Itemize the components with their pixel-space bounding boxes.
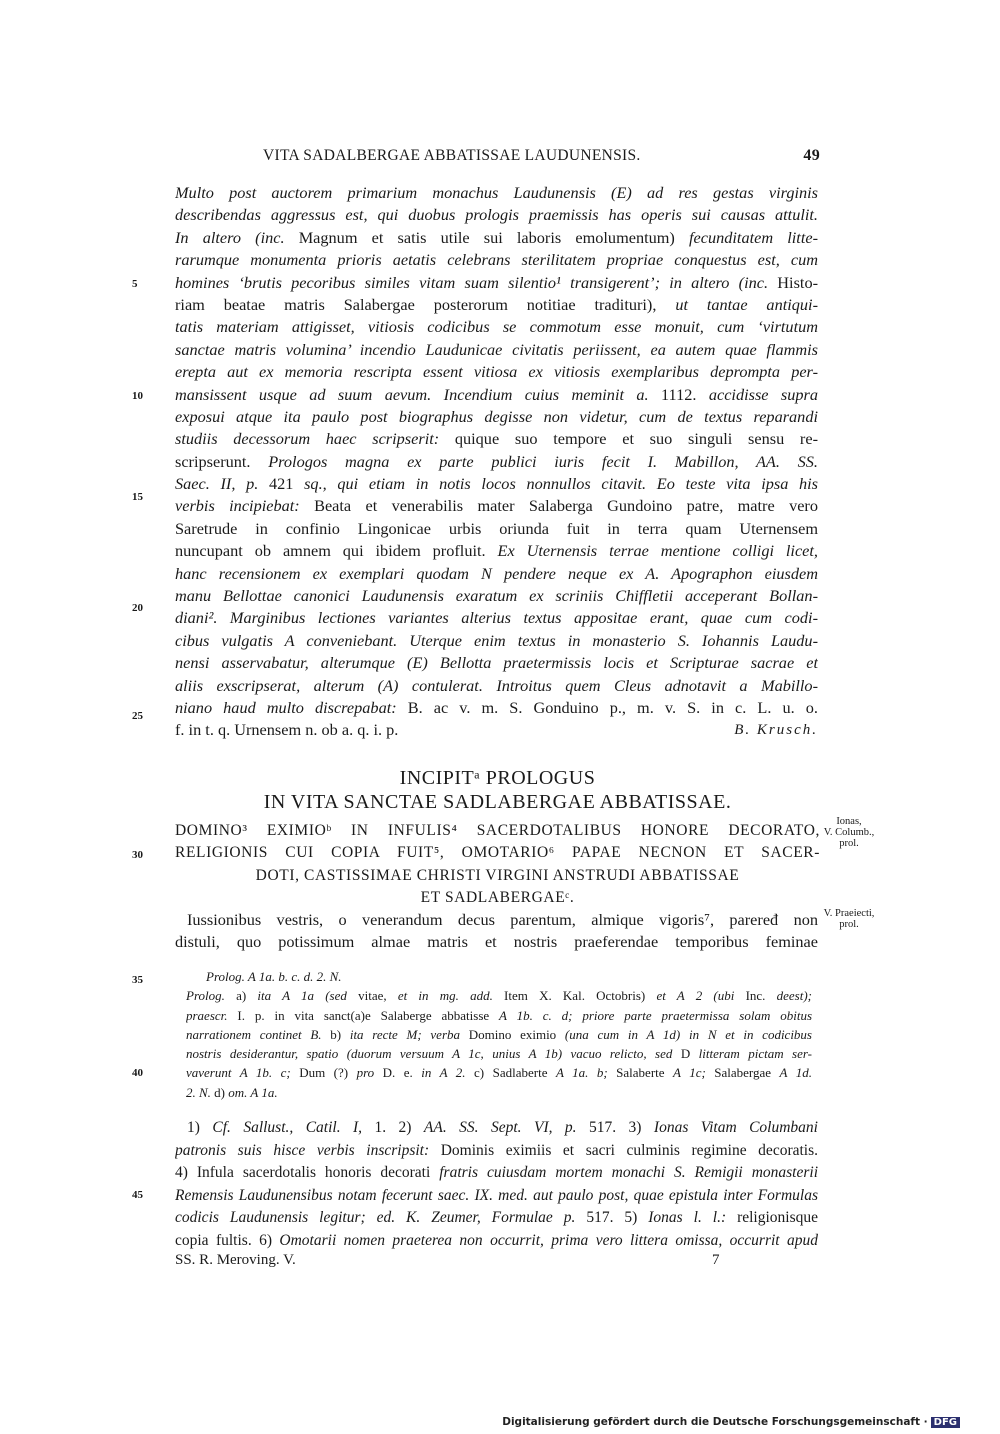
- text-run: hanc recensionem ex exemplari quodam N pendere neque ex A. Apographon eiusdem: [175, 563, 818, 583]
- text-line: [186, 986, 812, 1005]
- text-run: Domino eximio: [468, 1026, 565, 1042]
- digitization-credit: Digitalisierung gefördert durch die Deutsche Forschungsgemeinschaft · DFG: [502, 1416, 960, 1428]
- text-run: Prolog.: [186, 988, 237, 1004]
- text-line: [175, 294, 818, 316]
- text-run: manu Bellottae canonici Laudunensis exaratum ex scriniis Chiffletii acceperant Bollan-: [175, 586, 818, 606]
- text-run: et in mg. add.: [397, 988, 505, 1004]
- text-line: [175, 1230, 818, 1253]
- text-run: Prolog. A 1a. b. c. d. 2. N.: [206, 969, 342, 984]
- text-run: mansissent usque ad suum aevum. Incendium cuius meminit a.: [175, 384, 661, 404]
- margin-reference-ionas: Ionas, V. Columb., prol.: [823, 816, 875, 849]
- text-run: ut tantae antiqui-: [675, 294, 818, 314]
- prologue-line: distuli, quo potissimum almae matris et nostris praeferendae temporibus feminae: [175, 932, 818, 952]
- series-signature: SS. R. Meroving. V.: [175, 1252, 296, 1268]
- text-run: Ex Uternensis terrae mentione colligi licet,: [497, 541, 818, 561]
- margin-reference-praeiecti: V. Praeiecti, prol.: [823, 908, 875, 930]
- text-run: et A 2 (ubi: [656, 988, 746, 1004]
- text-line: [175, 675, 818, 697]
- text-line: [175, 697, 818, 719]
- text-run: 1. 2): [374, 1119, 424, 1136]
- text-line: [175, 518, 818, 540]
- text-run: describendas aggressus est, qui duobus prologis praemissis has operis sui causas attulit.: [175, 205, 818, 225]
- text-run: Dominis eximiis et sacri culminis regimine decoratis.: [440, 1141, 818, 1159]
- text-run: A 1c;: [673, 1065, 715, 1081]
- line-number: 10: [132, 390, 143, 402]
- text-run: copia fultis. 6): [175, 1231, 280, 1249]
- text-line: [175, 563, 818, 585]
- text-run: vitae,: [358, 988, 398, 1004]
- text-run: a): [236, 988, 258, 1004]
- prologue-text: [175, 909, 818, 954]
- footnotes: [175, 1117, 818, 1252]
- text-run: Cf. Sallust., Catil. I,: [212, 1119, 375, 1136]
- text-run: Omotarii nomen praeterea non occurrit, prima vero littera omissa, occurrit apud: [279, 1231, 818, 1249]
- text-run: c) Sadlaberte: [474, 1065, 556, 1081]
- text-line: [175, 1185, 818, 1208]
- text-run: erepta aut ex memoria rescripta essent vitiosa ex vitiosis exemplaribus deprompta per-: [175, 362, 818, 382]
- text-run: tatis materiam attigisset, vitiosis codicibus se commotum esse monuit, cum ‘virtutum: [175, 317, 818, 337]
- text-line: [175, 1207, 818, 1230]
- text-line: [175, 249, 818, 271]
- text-line: [175, 339, 818, 361]
- running-title: VITA SADALBERGAE ABBATISSAE LAUDUNENSIS.: [263, 147, 641, 164]
- text-run: 421: [268, 474, 305, 494]
- text-run: 517. 3): [588, 1119, 654, 1136]
- text-run: D. e.: [382, 1065, 422, 1081]
- text-run: niano haud multo discrepabat:: [175, 697, 408, 717]
- text-run: f. in t. q. Urnensem n. ob a. q. i. p.: [175, 720, 399, 740]
- text-run: patronis suis hisce verbis inscripsit:: [175, 1141, 441, 1159]
- text-run: In altero (inc.: [175, 227, 299, 247]
- prologue-line: Iussionibus vestris, o venerandum decus parentum, almique vigoris⁷, pareređ non: [187, 910, 818, 929]
- text-run: sq., qui etiam in notis locos nonnullos citavit. Eo teste vita ipsa his: [304, 474, 818, 494]
- text-run: Multo post auctorem primarium monachus Laudunensis (E) ad res gestas virginis: [175, 183, 818, 202]
- text-line: [175, 540, 818, 562]
- text-run: I. p. in vita sanct(a)e Salaberge abbatisse: [237, 1007, 500, 1023]
- text-line: [175, 451, 818, 473]
- text-line: [175, 1140, 818, 1163]
- page-number: 49: [803, 147, 820, 164]
- text-line: [175, 384, 818, 406]
- text-run: religionisque: [737, 1209, 818, 1226]
- text-run: B. ac v. m. S. Gonduino p., m. v. S. in c. L. u. o.: [407, 697, 818, 717]
- addressee-block: [175, 820, 820, 910]
- text-run: scripserunt.: [175, 451, 269, 471]
- text-line: [186, 967, 812, 986]
- addressee-line: DOMINO³ EXIMIOᵇ IN INFULIS⁴ SACERDOTALIBUS HONORE DECORATO,: [175, 822, 820, 839]
- text-run: quique suo tempore et suo singuli sensu re-: [454, 429, 818, 449]
- line-number: 30: [132, 849, 143, 861]
- signature-line: [175, 1252, 818, 1269]
- text-run: A 1b. c. d; priore parte praetermissa solam obitus: [499, 1007, 812, 1023]
- text-line: [186, 1063, 812, 1082]
- dfg-logo: DFG: [931, 1417, 960, 1428]
- text-run: Prologos magna ex parte publici iuris fecit I. Mabillon, AA. SS.: [268, 451, 818, 471]
- text-run: b): [330, 1026, 350, 1042]
- text-line: [175, 227, 818, 249]
- line-number: 35: [132, 974, 143, 986]
- text-line: [175, 495, 818, 517]
- text-run: narrationem continet B.: [186, 1026, 331, 1042]
- text-line: [175, 1117, 818, 1140]
- text-line: [175, 272, 818, 294]
- text-run: A 1d.: [779, 1065, 812, 1081]
- text-run: exposui atque ita paulo post biographus degisse non videtur, cum de textus reparandi: [175, 406, 818, 426]
- text-run: Histo-: [777, 272, 818, 292]
- text-run: Item X. Kal. Octobris): [504, 988, 657, 1004]
- line-number: 5: [132, 278, 138, 290]
- text-run: nensi asservabatur, alterumque (E) Bellotta praetermissis locis et Scripturae sacrae et: [175, 653, 818, 673]
- text-line: [175, 607, 818, 629]
- text-run: nostris desiderantur, spatio (duorum versuum A 1c, unius A 1b) vacuo relicto, sed: [186, 1046, 681, 1062]
- text-run: deest);: [776, 988, 812, 1004]
- gathering-mark: 7: [712, 1252, 720, 1268]
- text-run: Salabergae: [714, 1065, 780, 1081]
- prologue-heading: [175, 766, 820, 814]
- critical-apparatus: [186, 967, 812, 1102]
- heading-line-1: INCIPITᵃ PROLOGUS: [399, 767, 596, 789]
- addressee-line: DOTI, CASTISSIMAE CHRISTI VIRGINI ANSTRUDI ABBATISSAE: [255, 866, 740, 884]
- text-run: AA. SS. Sept. VI, p.: [423, 1119, 589, 1136]
- text-run: d): [214, 1084, 229, 1100]
- text-run: vaverunt A 1b. c;: [186, 1065, 300, 1081]
- text-run: in A 2.: [421, 1065, 475, 1081]
- text-run: studiis decessorum haec scripserit:: [175, 429, 455, 449]
- text-run: 1): [187, 1119, 213, 1136]
- text-run: pro: [356, 1065, 383, 1081]
- text-line: [175, 361, 818, 383]
- line-number: 15: [132, 491, 143, 503]
- text-line: [175, 473, 818, 495]
- text-run: codicis Laudunensis legitur; ed. K. Zeumer, Formulae p.: [175, 1209, 587, 1226]
- addressee-line: ET SADLABERGAEᶜ.: [420, 889, 575, 907]
- text-line: [175, 406, 818, 428]
- text-line: [175, 316, 818, 338]
- text-run: litteram pictam ser-: [698, 1046, 812, 1062]
- line-number: 20: [132, 602, 143, 614]
- text-line: [175, 585, 818, 607]
- text-line: [175, 630, 818, 652]
- text-run: praescr.: [186, 1007, 238, 1023]
- text-line: [186, 1044, 812, 1063]
- text-run: verbis incipiebat:: [175, 496, 315, 516]
- text-run: ita recte M; verba: [349, 1026, 469, 1042]
- line-number: 25: [132, 710, 143, 722]
- text-run: nuncupant ob amnem qui ibidem profluit.: [175, 541, 498, 561]
- text-run: 4) Infula sacerdotalis honoris decorati: [175, 1164, 440, 1181]
- line-number: 45: [132, 1189, 143, 1201]
- text-line: [175, 182, 818, 204]
- text-run: Beata et venerabilis mater Salaberga Gundoino patre, matre vero: [314, 496, 818, 516]
- text-run: 517. 5): [586, 1209, 649, 1226]
- text-run: Salaberte: [616, 1065, 674, 1081]
- text-line: [175, 652, 818, 674]
- text-run: A 1a. b;: [555, 1065, 617, 1081]
- text-run: rarumque monumenta prioris aetatis celebrans sterilitatem propriae conquestus est, cum: [175, 250, 818, 270]
- text-run: cibus vulgatis A conveniebant. Uterque enim textus in monasterio S. Iohannis Laudu-: [175, 630, 818, 650]
- text-line: [175, 428, 818, 450]
- text-run: riam beatae matris Salabergae posterorum notitiae tradituri),: [175, 294, 676, 314]
- text-run: Remensis Laudunensibus notam fecerunt saec. IX. med. aut paulo post, quae epistula inter Formulas: [175, 1186, 818, 1204]
- text-run: accidisse supra: [708, 384, 818, 404]
- text-run: 2. N.: [186, 1084, 215, 1100]
- line-number: 40: [132, 1067, 143, 1079]
- heading-line-2: IN VITA SANCTAE SADLABERGAE ABBATISSAE.: [263, 791, 732, 813]
- editor-signature: B. Krusch.: [734, 722, 818, 738]
- text-run: Ionas l. l.:: [648, 1209, 738, 1226]
- text-line: [175, 1162, 818, 1185]
- text-run: sanctae matris volumina’ incendio Laudunicae civitatis periissent, ea autem quae flammis: [175, 339, 818, 359]
- text-run: Saretrude in confinio Lingonicae urbis oriunda fuit in terra quam Uternensem: [175, 518, 818, 538]
- text-run: Ionas Vitam Columbani: [653, 1119, 818, 1136]
- text-run: diani². Marginibus lectiones variantes alterius textus appositae erant, quae cum codi-: [175, 608, 818, 628]
- text-line: [186, 1025, 812, 1044]
- text-line: [186, 1083, 812, 1102]
- text-run: homines ‘brutis pecoribus similes vitam suam silentio¹ transigerent’; in altero (inc.: [175, 272, 778, 292]
- addressee-line: RELIGIONIS CUI COPIA FUIT⁵, OMOTARIO⁶ PAPAE NECNON ET SACER-: [175, 844, 820, 862]
- text-run: ita A 1a (sed: [257, 988, 359, 1004]
- text-run: Saec. II, p.: [175, 474, 269, 494]
- text-run: aliis exscripserat, alterum (A) contulerat. Introitus quem Cleus adnotavit a Mabillo-: [175, 675, 818, 695]
- text-run: fratris cuiusdam mortem monachi S. Remigii monasterii: [439, 1164, 818, 1181]
- text-run: om. A 1a.: [228, 1084, 278, 1100]
- intro-paragraph: [175, 182, 818, 742]
- text-run: 1112.: [661, 384, 709, 404]
- text-run: D: [680, 1046, 699, 1062]
- text-run: Dum (?): [299, 1065, 357, 1081]
- text-run: Inc.: [745, 988, 777, 1004]
- text-run: (una cum in A 1d) in N et in codicibus: [564, 1026, 812, 1042]
- text-run: Magnum et satis utile sui laboris emolumentum): [298, 227, 690, 247]
- text-line: [175, 204, 818, 226]
- text-run: fecunditatem litte-: [689, 227, 818, 247]
- text-line: [186, 1006, 812, 1025]
